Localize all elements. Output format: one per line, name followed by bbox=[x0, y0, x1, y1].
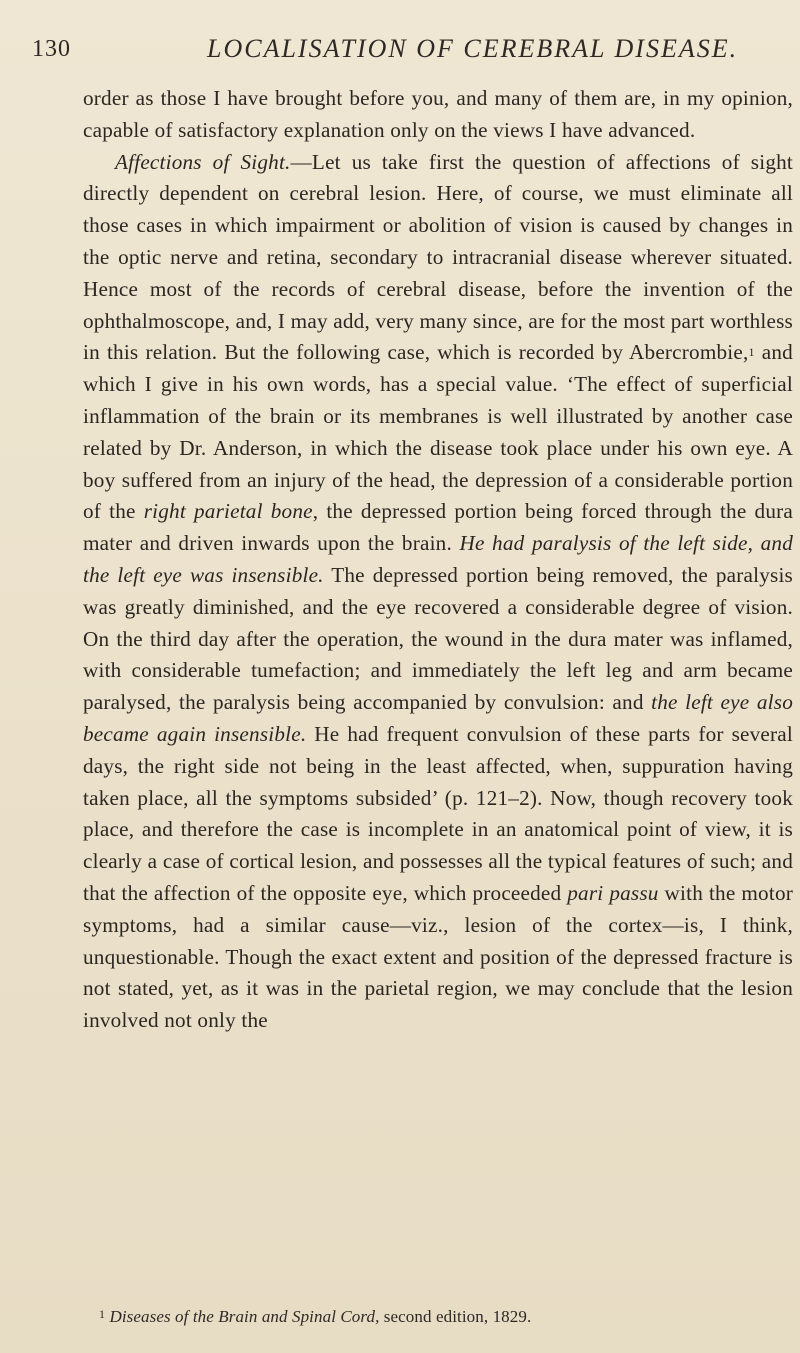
paragraph-1: order as those I have brought before you, and many of them are, in my opinion, capable of satisfactory explanation only on the views I have advanced. bbox=[83, 86, 793, 142]
section-heading-affections-of-sight: Affections of Sight. bbox=[115, 149, 291, 174]
paragraph-text: , the depressed portion being forced through the dura mater and driven inwards upon the brain. bbox=[83, 499, 793, 556]
italic-phrase: He had paralysis of the left side, and the left eye was insensible. bbox=[83, 531, 793, 587]
footnote-reference: 1 bbox=[748, 345, 755, 360]
paragraph-text: and which I give in his own words, has a special value. ‘The effect of superficial inflammation of the brain or its membranes is well illustrated by another case related by Dr. Anderson, in which the disease took place under his own eye. A boy suffered from an injury of the head, the depression of a considerable portion of the bbox=[83, 340, 793, 524]
body-text bbox=[83, 83, 793, 1037]
page-number: 130 bbox=[32, 36, 71, 62]
paragraph-text: with the motor symptoms, had a similar cause—viz., lesion of the cortex—is, I think, unquestionable. Though the exact extent and position of the depressed fracture is not stated, yet, as it was in the parietal region, we may conclude that the lesion involved not only the bbox=[83, 880, 793, 1033]
italic-phrase: pari passu bbox=[567, 880, 659, 905]
footnote-title: Diseases of the Brain and Spinal Cord, bbox=[109, 1307, 380, 1326]
paragraph-text: —Let us take first the question of affections of sight directly dependent on cerebral lesion. Here, of course, we must eliminate all those cases in which impairment or abolition of vision is caused by changes in the optic nerve and retina, secondary to intracranial disease wherever situated. Hence most of the records of cerebral disease, before the invention of the ophthalmoscope, and, I may add, very many since, are for the most part worthless in this relation. But the following case, which is recorded by Abercrombie, bbox=[83, 149, 794, 365]
paragraph-text: He had frequent convulsion of these parts for several days, the right side not being in the least affected, when, suppuration having taken place, all the symptoms subsided’ (p. 121–2). Now, though recovery took place, and therefore the case is incomplete in an anatomical point of view, it is clearly a case of cortical lesion, and possesses all the typical features of such; and that the affection of the opposite eye, which proceeded bbox=[83, 721, 793, 905]
italic-phrase: the left eye also became again insensible. bbox=[83, 690, 793, 746]
footnote-mark: 1 bbox=[99, 1307, 106, 1321]
italic-phrase: right parietal bone bbox=[143, 499, 313, 524]
footnote-edition: second edition, 1829. bbox=[379, 1307, 532, 1326]
page-header bbox=[32, 28, 772, 68]
paragraph-2 bbox=[83, 147, 793, 1037]
footnote bbox=[99, 1307, 531, 1327]
paragraph-text: The depressed portion being removed, the paralysis was greatly diminished, and the eye recovered a considerable degree of vision. On the third day after the operation, the wound in the dura mater was inflamed, with considerable tumefaction; and immediately the left leg and arm became paralysed, the paralysis being accompanied by convulsion: and bbox=[83, 562, 793, 715]
running-head: LOCALISATION OF CEREBRAL DISEASE. bbox=[207, 34, 739, 63]
